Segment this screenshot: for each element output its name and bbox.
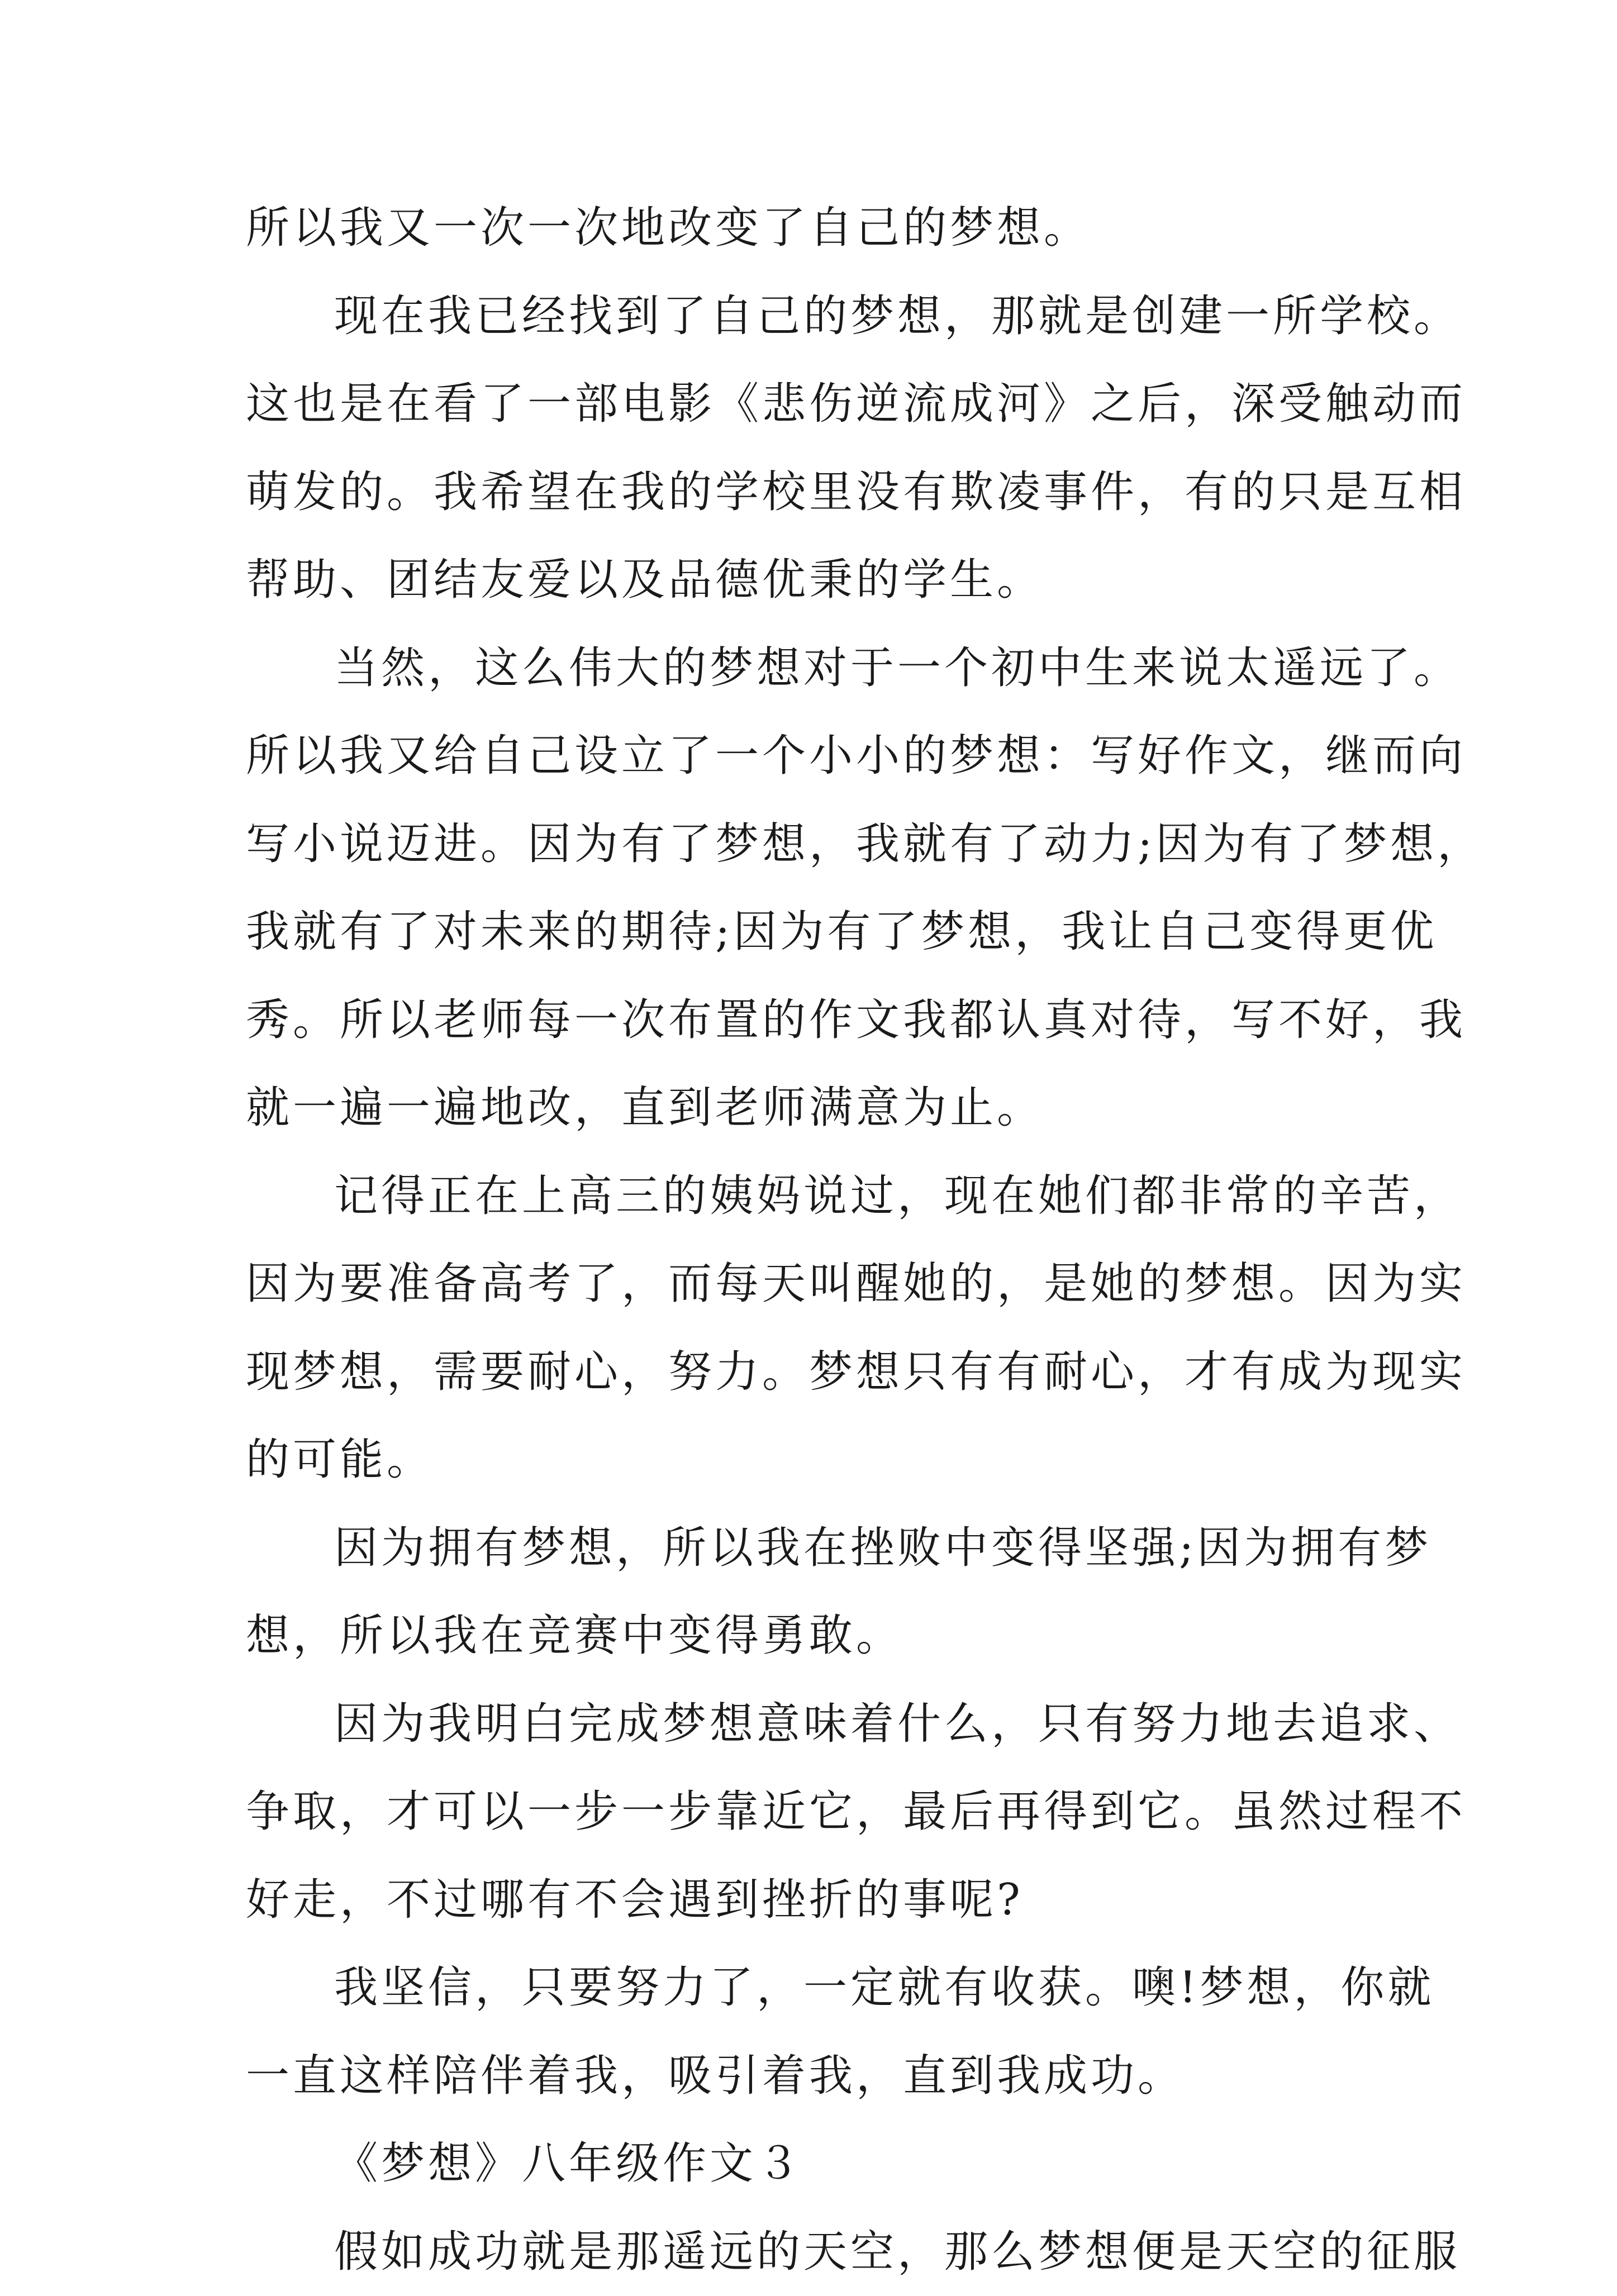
text-line: 想，所以我在竞赛中变得勇敢。 <box>246 1592 1397 1680</box>
text-line: 我坚信，只要努力了，一定就有收获。噢!梦想，你就 <box>246 1944 1397 2032</box>
text-line: 帮助、团结友爱以及品德优秉的学生。 <box>246 536 1397 625</box>
text-line: 现在我已经找到了自己的梦想，那就是创建一所学校。 <box>246 273 1397 361</box>
text-line: 因为要准备高考了，而每天叫醒她的，是她的梦想。因为实 <box>246 1240 1397 1328</box>
text-line: 现梦想，需要耐心，努力。梦想只有有耐心，才有成为现实 <box>246 1328 1397 1417</box>
text-line: 所以我又给自己设立了一个小小的梦想：写好作文，继而向 <box>246 712 1397 801</box>
text-line: 争取，才可以一步一步靠近它，最后再得到它。虽然过程不 <box>246 1768 1397 1856</box>
text-line: 这也是在看了一部电影《悲伤逆流成河》之后，深受触动而 <box>246 360 1397 449</box>
section-heading: 《梦想》八年级作文３ <box>246 2120 1397 2208</box>
text-line: 秀。所以老师每一次布置的作文我都认真对待，写不好，我 <box>246 976 1397 1065</box>
text-line: 就一遍一遍地改，直到老师满意为止。 <box>246 1064 1397 1152</box>
text-line: 记得正在上高三的姨妈说过，现在她们都非常的辛苦， <box>246 1152 1397 1241</box>
text-line: 写小说迈进。因为有了梦想，我就有了动力;因为有了梦想， <box>246 801 1397 889</box>
text-line: 的可能。 <box>246 1416 1397 1504</box>
text-line: 假如成功就是那遥远的天空，那么梦想便是天空的征服 <box>246 2208 1397 2296</box>
text-line: 好走，不过哪有不会遇到挫折的事呢? <box>246 1856 1397 1945</box>
text-line: 所以我又一次一次地改变了自己的梦想。 <box>246 184 1397 273</box>
text-line: 一直这样陪伴着我，吸引着我，直到我成功。 <box>246 2032 1397 2121</box>
text-line: 因为我明白完成梦想意味着什么，只有努力地去追求、 <box>246 1680 1397 1769</box>
text-line: 萌发的。我希望在我的学校里没有欺凌事件，有的只是互相 <box>246 449 1397 537</box>
text-line: 我就有了对未来的期待;因为有了梦想，我让自己变得更优 <box>246 888 1397 976</box>
text-line: 当然，这么伟大的梦想对于一个初中生来说太遥远了。 <box>246 625 1397 713</box>
text-line: 因为拥有梦想，所以我在挫败中变得坚强;因为拥有梦 <box>246 1504 1397 1593</box>
body-text <box>246 184 1397 2296</box>
